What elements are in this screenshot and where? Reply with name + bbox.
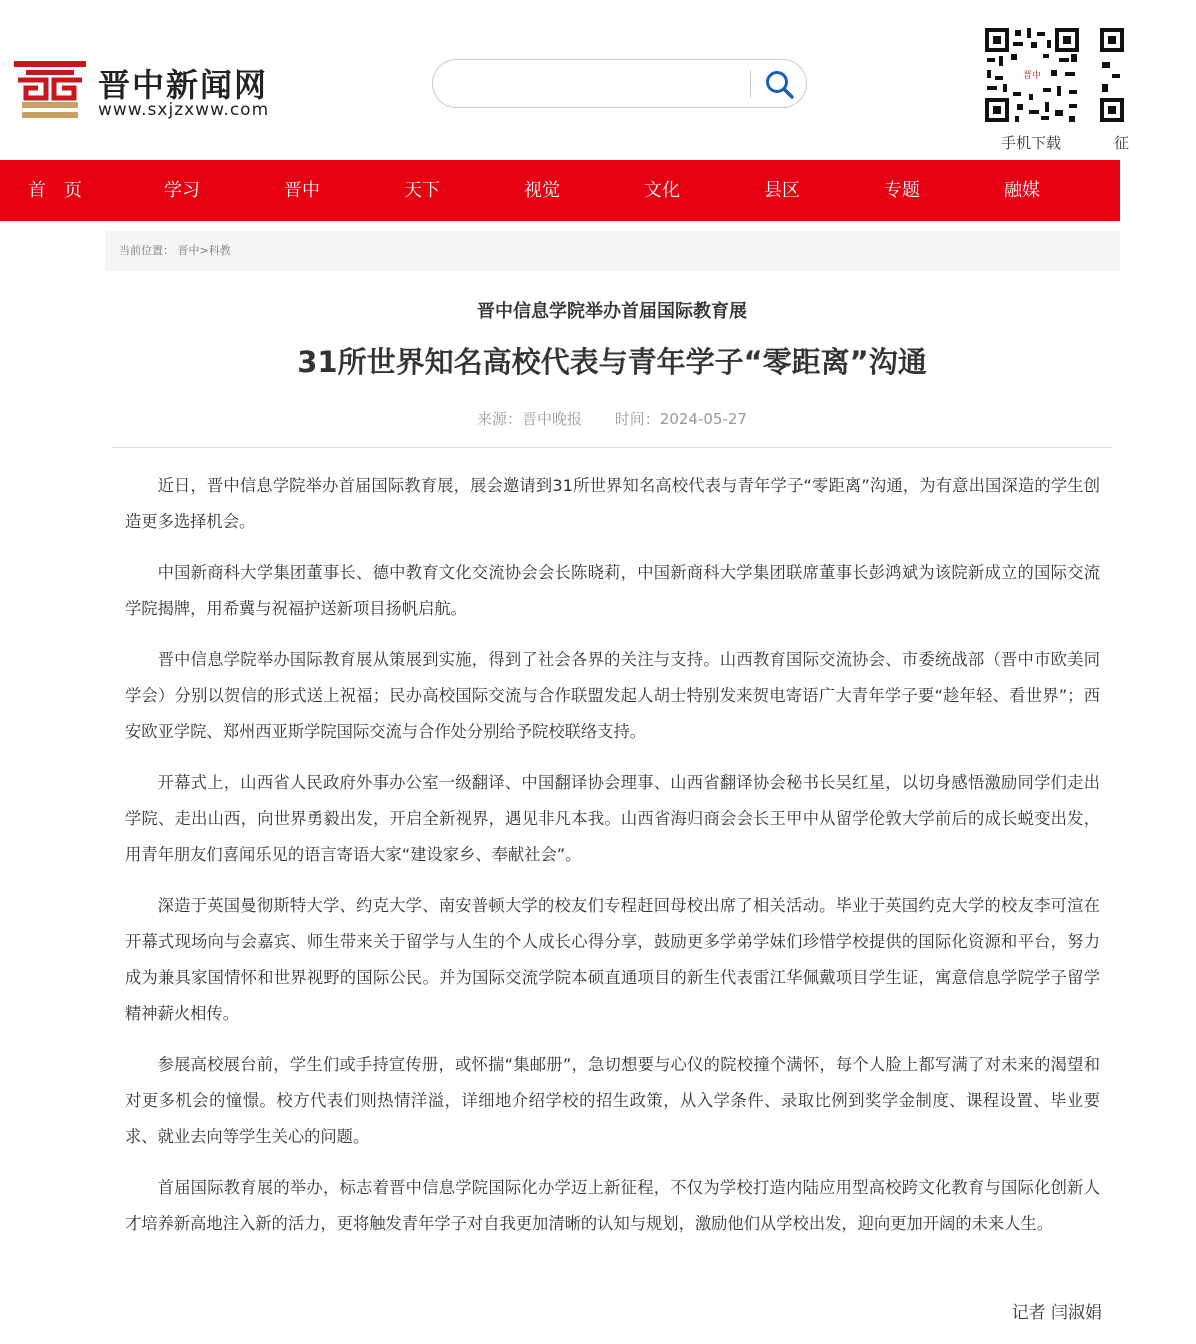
qr-label-app: 手机下载 bbox=[1001, 134, 1062, 152]
nav-item-world[interactable]: 天下 bbox=[404, 180, 440, 201]
main-nav bbox=[0, 160, 1120, 221]
nav-item-home[interactable]: 首 页 bbox=[28, 180, 82, 201]
article-paragraph: 深造于英国曼彻斯特大学、约克大学、南安普顿大学的校友们专程赶回母校出席了相关活动。毕业于英国约克大学的校友李可渲在开幕式现场向与会嘉宾、师生带来关于留学与人生的个人成长心得分享，鼓励更多学弟学妹们珍惜学校提供的国际化资源和平台，努力成为兼具家国情怀和世界视野的国际公民。并为国际交流学院本硕直通项目的新生代表雷江华佩戴项目学生证，寓意信息学院学子留学精神薪火相传。 bbox=[125, 896, 1100, 1023]
article-paragraph: 中国新商科大学集团董事长、德中教育文化交流协会会长陈晓莉，中国新商科大学集团联席董事长彭鸿斌为该院新成立的国际交流学院揭牌，用希冀与祝福护送新项目扬帆启航。 bbox=[125, 563, 1100, 618]
qr-label-wechat: 征 bbox=[1114, 134, 1130, 152]
article-paragraph: 晋中信息学院举办国际教育展从策展到实施，得到了社会各界的关注与支持。山西教育国际交流协会、市委统战部（晋中市欧美同学会）分别以贺信的形式送上祝福；民办高校国际交流与合作联盟发起人胡士特别发来贺电寄语广大青年学子要“趁年轻、看世界”；西安欧亚学院、郑州西亚斯学院国际交流与合作处分别给予院校联络支持。 bbox=[125, 650, 1100, 741]
article-paragraph: 开幕式上，山西省人民政府外事办公室一级翻译、中国翻译协会理事、山西省翻译协会秘书长吴红星，以切身感悟激励同学们走出学院、走出山西，向世界勇毅出发，开启全新视界，遇见非凡本我。山西省海归商会会长王甲中从留学伦敦大学前后的成长蜕变出发，用青年朋友们喜闻乐见的语言寄语大家“建设家乡、奉献社会”。 bbox=[125, 773, 1100, 864]
site-logo[interactable] bbox=[12, 58, 282, 122]
nav-item-counties[interactable]: 县区 bbox=[764, 180, 800, 201]
nav-item-topics[interactable]: 专题 bbox=[884, 180, 920, 201]
article-reporter: 记者 闫淑娟 bbox=[1011, 1303, 1102, 1323]
article-time: 时间：2024-05-27 bbox=[614, 410, 747, 428]
article-title: 31所世界知名高校代表与青年学子“零距离”沟通 bbox=[297, 345, 927, 379]
title-divider bbox=[112, 447, 1112, 448]
svg-text:晋中: 晋中 bbox=[1022, 71, 1042, 81]
breadcrumb[interactable]: 当前位置： 晋中>科教 bbox=[105, 231, 1120, 271]
article-source: 来源：晋中晚报 bbox=[477, 410, 583, 428]
article-paragraph: 首届国际教育展的举办，标志着晋中信息学院国际化办学迈上新征程，不仅为学校打造内陆应用型高校跨文化教育与国际化创新人才培养新高地注入新的活力，更将触发青年学子对自我更加清晰的认知与规划，激励他们从学校出发，迎向更加开阔的未来人生。 bbox=[125, 1178, 1100, 1233]
article-paragraph: 参展高校展台前，学生们或手持宣传册，或怀揣“集邮册”，急切想要与心仪的院校撞个满怀，每个人脸上都写满了对未来的渴望和对更多机会的憧憬。校方代表们则热情洋溢，详细地介绍学校的招生政策，从入学条件、录取比例到奖学金制度、课程设置、毕业要求、就业去向等学生关心的问题。 bbox=[125, 1055, 1100, 1146]
site-name: 晋中新闻网 bbox=[98, 66, 269, 104]
site-url: www.sxjzxww.com bbox=[98, 100, 270, 120]
nav-item-media[interactable]: 融媒 bbox=[1004, 180, 1040, 201]
nav-item-culture[interactable]: 文化 bbox=[644, 180, 680, 201]
search-input[interactable] bbox=[451, 69, 751, 99]
nav-item-study[interactable]: 学习 bbox=[164, 180, 200, 201]
qr-code-icon bbox=[983, 26, 1081, 124]
nav-item-jinzhong[interactable]: 晋中 bbox=[284, 180, 320, 201]
article-body bbox=[125, 468, 1100, 1257]
article-meta bbox=[112, 408, 1112, 429]
search-divider bbox=[750, 70, 751, 98]
nav-item-visual[interactable]: 视觉 bbox=[524, 180, 560, 201]
site-header bbox=[0, 0, 1130, 160]
search-box bbox=[432, 59, 807, 108]
logo-mark-icon bbox=[12, 58, 88, 120]
qr-code-icon bbox=[1098, 26, 1196, 124]
search-icon[interactable] bbox=[763, 68, 797, 102]
article-paragraph: 近日，晋中信息学院举办首届国际教育展，展会邀请到31所世界知名高校代表与青年学子“零距离”沟通，为有意出国深造的学生创造更多选择机会。 bbox=[125, 476, 1100, 531]
article-subtitle: 晋中信息学院举办首届国际教育展 bbox=[477, 301, 747, 322]
